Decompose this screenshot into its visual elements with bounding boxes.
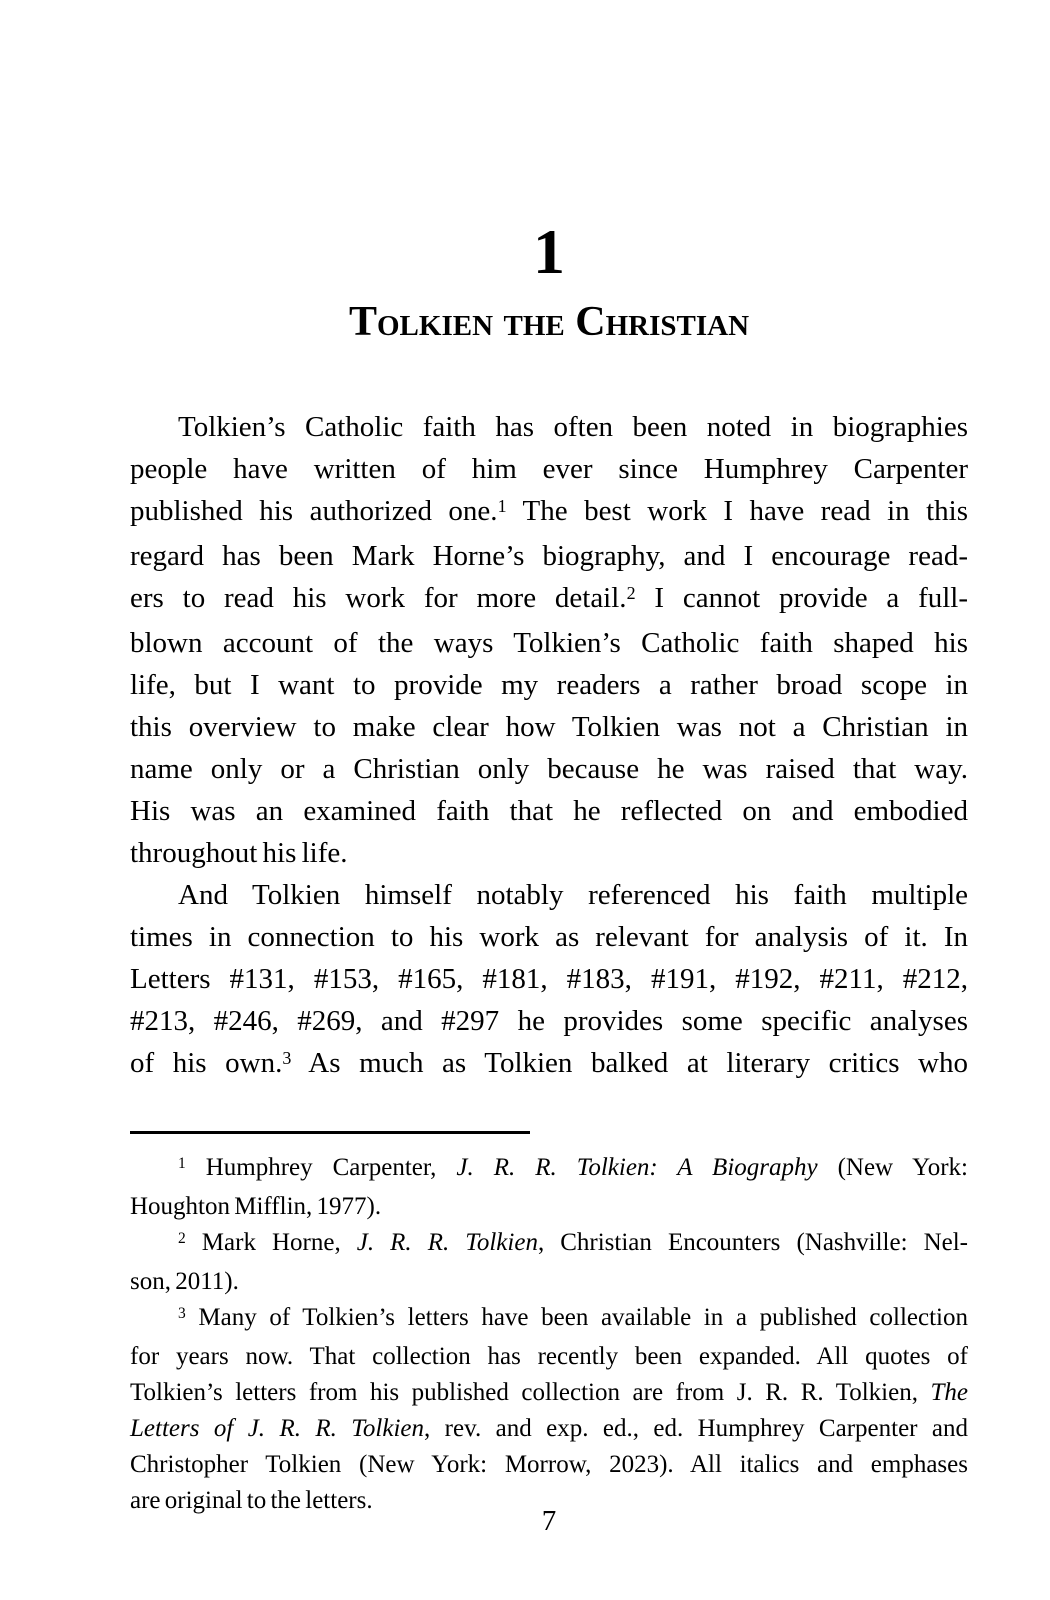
text-line (130, 1447, 968, 1483)
text-segment: I cannot provide a full- (635, 582, 969, 614)
paragraph (130, 406, 968, 874)
chapter-title: Tolkien the Christian (348, 299, 750, 345)
body-text (130, 406, 968, 1087)
page-number: 7 (541, 1505, 557, 1537)
text-segment: people have written of him ever since Humphrey Carpenter (130, 453, 968, 485)
text-segment: Christopher Tolkien (New York: Morrow, 2023). All italics and emphases (130, 1451, 968, 1478)
text-segment: , rev. and exp. ed., ed. Humphrey Carpenter and (424, 1415, 968, 1442)
text-segment: #213, #246, #269, and #297 he provides some specific analyses (130, 1005, 968, 1037)
text-line (130, 1189, 968, 1225)
text-segment: throughout his life. (130, 837, 348, 869)
text-line (130, 664, 968, 706)
text-segment: Mark Horne, (185, 1229, 357, 1256)
chapter-number: 1 (533, 216, 565, 287)
text-segment: His was an examined faith that he reflected on and embodied (130, 795, 968, 827)
text-segment: , Christian Encounters (Nashville: Nel- (537, 1229, 968, 1256)
footnotes-section (130, 1150, 968, 1519)
text-segment: blown account of the ways Tolkien’s Catholic faith shaped his (130, 627, 968, 659)
text-segment: life, but I want to provide my readers a rather broad scope in (130, 669, 968, 701)
text-line (130, 406, 968, 448)
text-segment: for years now. That collection has recently been expanded. All quotes of (130, 1343, 968, 1370)
text-line (130, 1150, 968, 1189)
text-line (130, 1225, 968, 1264)
text-segment: this overview to make clear how Tolkien was not a Christian in (130, 711, 968, 743)
text-segment: of his own. (130, 1047, 283, 1079)
footnote-marker: 2 (178, 1230, 186, 1248)
text-segment: As much as Tolkien balked at literary critics who (291, 1047, 968, 1079)
text-segment: Letters #131, #153, #165, #181, #183, #191, #192, #211, #212, (130, 963, 968, 995)
text-line (130, 1300, 968, 1339)
footnote-marker: 3 (178, 1305, 186, 1323)
footnote-marker: 1 (497, 495, 507, 516)
text-segment: The (930, 1379, 968, 1406)
text-segment: son, 2011). (130, 1268, 239, 1295)
text-line (130, 1339, 968, 1375)
text-segment: ers to read his work for more detail. (130, 582, 627, 614)
text-line (130, 448, 968, 490)
footnote (130, 1150, 968, 1225)
text-line (130, 1264, 968, 1300)
text-segment: regard has been Mark Horne’s biography, and I encourage read- (130, 540, 968, 572)
text-segment: are original to the letters. (130, 1487, 373, 1514)
text-segment: The best work I have read in this (506, 495, 968, 527)
footnote (130, 1300, 968, 1519)
footnote-separator-rule (130, 1131, 530, 1134)
text-segment: Tolkien’s Catholic faith has often been noted in biographies (178, 411, 968, 443)
text-segment: J. R. R. Tolkien (356, 1229, 538, 1256)
text-line (130, 748, 968, 790)
text-segment: Many of Tolkien’s letters have been available in a published collection (185, 1304, 968, 1331)
text-segment: Letters of J. R. R. Tolkien (130, 1415, 424, 1442)
text-line (130, 1042, 968, 1087)
text-line (130, 490, 968, 535)
text-line (130, 622, 968, 664)
text-line (130, 535, 968, 577)
footnote (130, 1225, 968, 1300)
text-line (130, 1000, 968, 1042)
text-line (130, 874, 968, 916)
paragraph (130, 874, 968, 1087)
text-line (130, 916, 968, 958)
footnote-marker: 3 (282, 1047, 292, 1068)
text-segment: And Tolkien himself notably referenced his faith multiple (178, 879, 968, 911)
text-segment: Houghton Mifflin, 1977). (130, 1193, 382, 1220)
text-line (130, 1375, 968, 1411)
text-segment: name only or a Christian only because he was raised that way. (130, 753, 968, 785)
footnote-marker: 2 (626, 582, 636, 603)
text-segment: published his authorized one. (130, 495, 498, 527)
text-line (130, 790, 968, 832)
text-segment: Tolkien’s letters from his published collection are from J. R. R. Tolkien, (130, 1379, 931, 1406)
text-segment: (New York: (817, 1154, 968, 1181)
text-segment: J. R. R. Tolkien: A Biography (456, 1154, 818, 1181)
text-line (130, 958, 968, 1000)
text-line (130, 577, 968, 622)
text-line (130, 706, 968, 748)
footnote-marker: 1 (178, 1155, 186, 1173)
text-segment: times in connection to his work as relevant for analysis of it. In (130, 921, 968, 953)
text-line (130, 832, 968, 874)
text-segment: Humphrey Carpenter, (185, 1154, 457, 1181)
text-line (130, 1411, 968, 1447)
